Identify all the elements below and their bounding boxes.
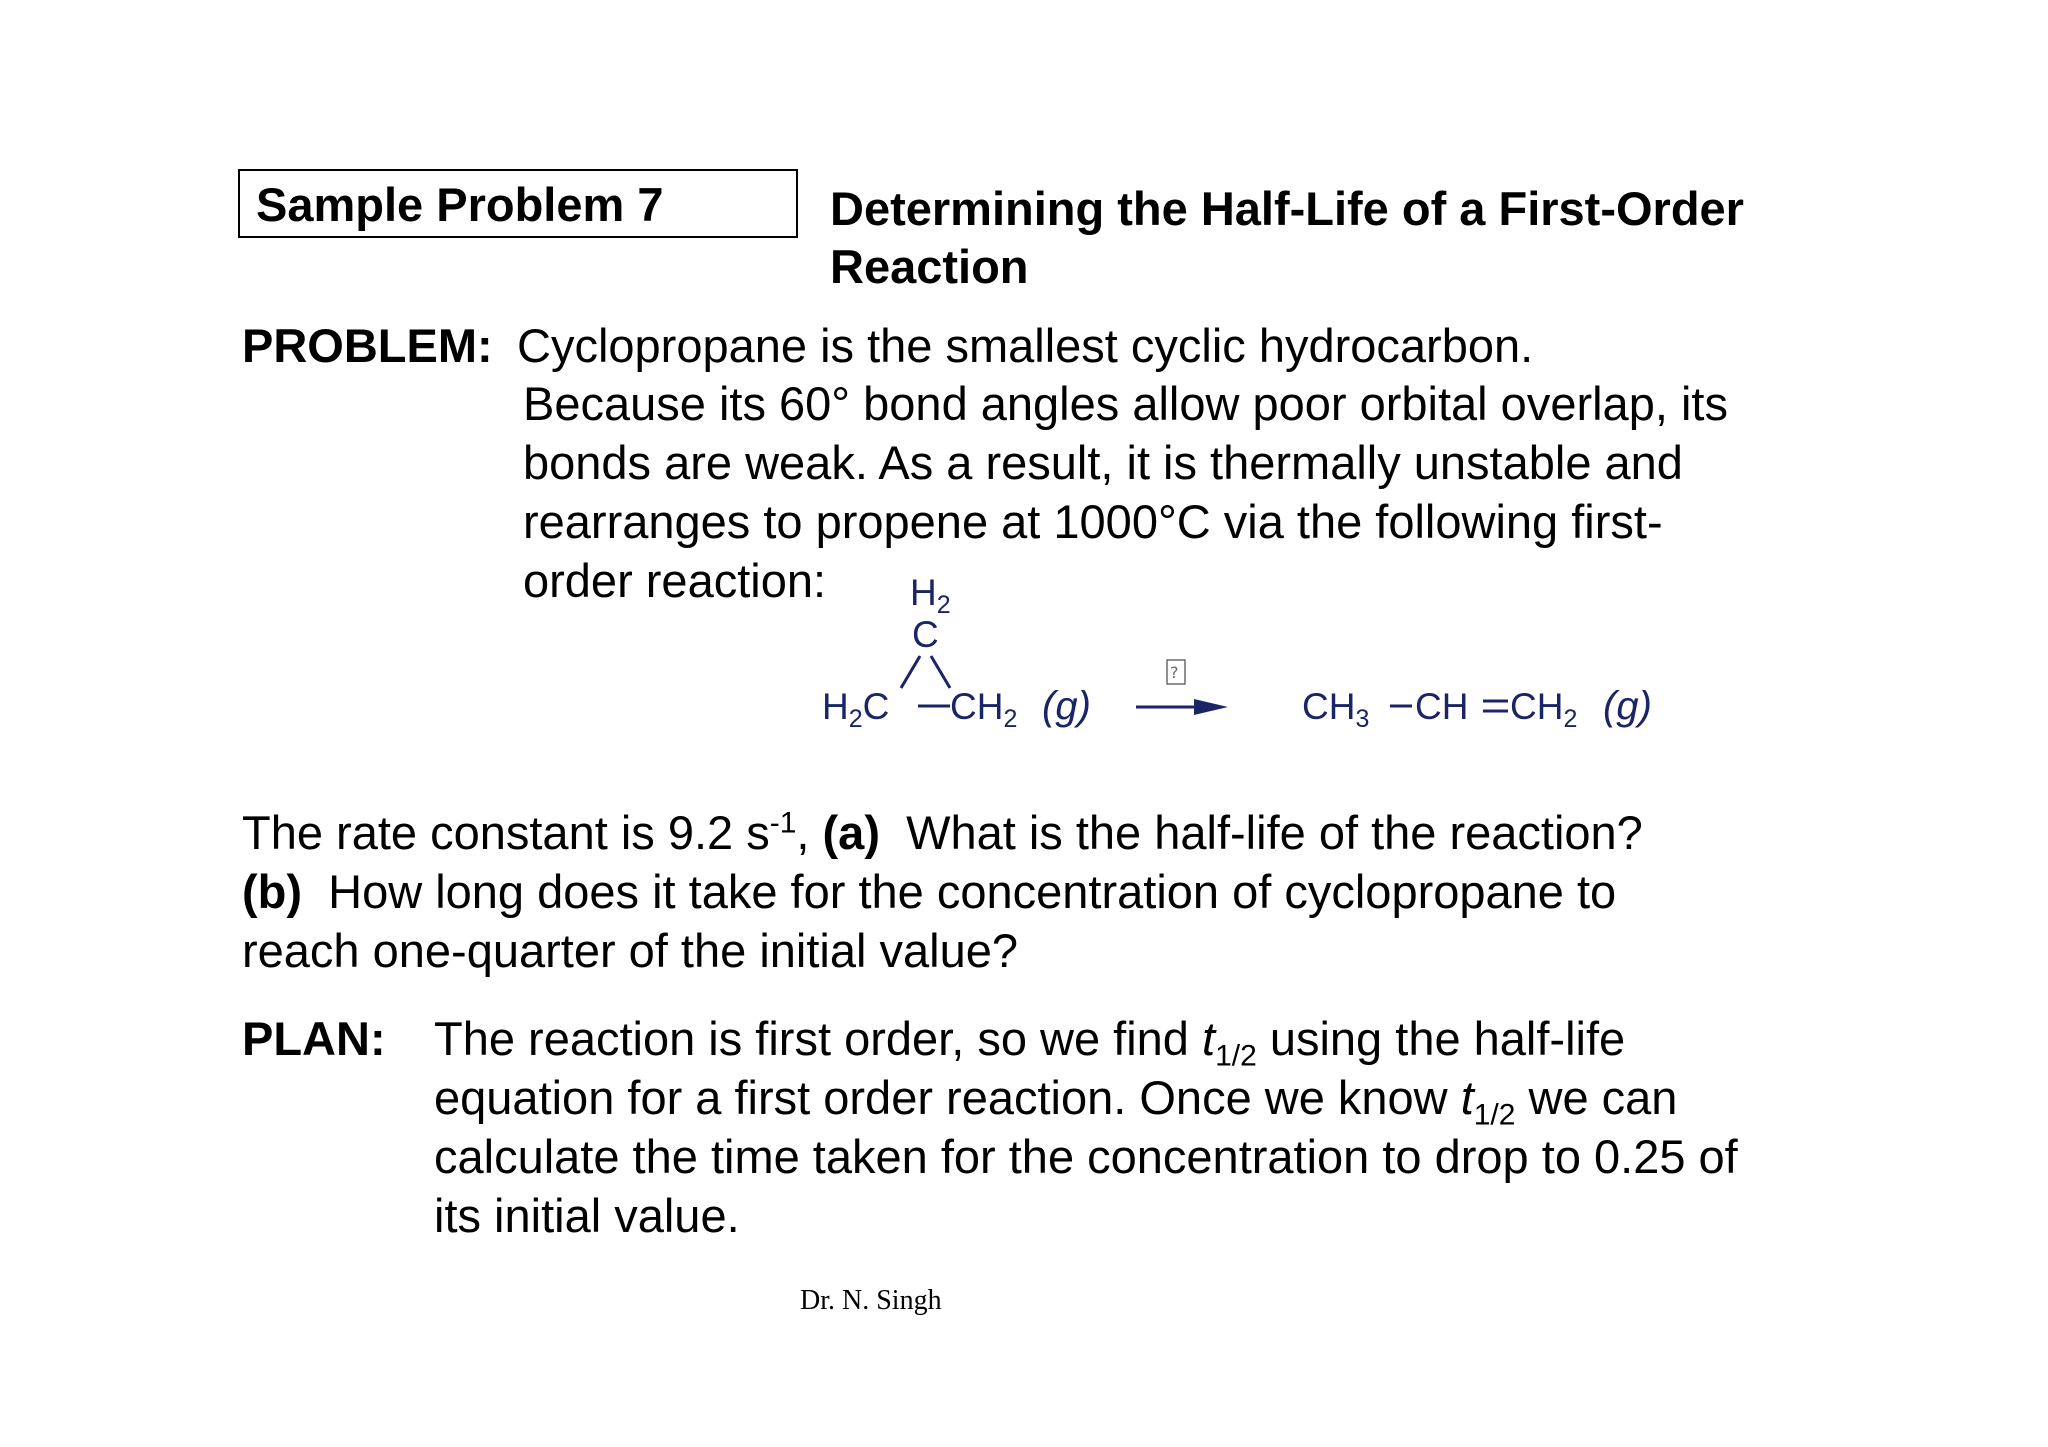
plan-line-2-pre: equation for a first order reaction. Once we know	[434, 1071, 1461, 1124]
part-a-text: What is the half-life of the reaction?	[879, 806, 1643, 859]
rate-constant-exponent: -1	[769, 806, 797, 840]
title-line-1: Determining the Half-Life of a First-Order	[830, 182, 1744, 235]
problem-line-5: order reaction:	[523, 554, 827, 607]
problem-line-2: Because its 60° bond angles allow poor orbital overlap, its	[523, 377, 1728, 430]
question-line-2	[242, 862, 1616, 921]
title-line-2: Reaction	[830, 240, 1029, 293]
plan-line-4: its initial value.	[434, 1189, 740, 1242]
right-ch2-label: $CH_2$	[950, 686, 1018, 733]
plan-line-1-pre: The reaction is first order, so we find	[434, 1012, 1202, 1065]
product-phase: (g)	[1603, 684, 1652, 728]
reaction-diagram	[800, 560, 1700, 740]
top-h-label: $H_2$	[910, 572, 951, 619]
rate-constant-text: The rate constant is 9.2 s	[242, 806, 770, 859]
question-line-1	[242, 803, 1643, 862]
plan-line-3: calculate the time taken for the concentration to drop to 0.25 of	[434, 1130, 1738, 1183]
half-life-symbol-2: t	[1460, 1071, 1474, 1124]
ring-bond-right	[931, 656, 950, 688]
half-life-symbol: t	[1202, 1012, 1216, 1065]
top-c-label: C	[912, 614, 939, 655]
product-ch-label: CH	[1415, 686, 1469, 727]
problem-line-1: Cyclopropane is the smallest cyclic hydrocarbon.	[517, 319, 1534, 372]
sample-problem-label: Sample Problem 7	[256, 178, 664, 231]
part-b-label: (b)	[242, 865, 303, 918]
half-life-subscript: 1/2	[1215, 1039, 1257, 1073]
part-a-label: (a)	[822, 806, 880, 859]
problem-label: PROBLEM:	[242, 319, 493, 372]
left-h2c-label: $H_2C$	[822, 686, 890, 733]
comma: ,	[796, 806, 823, 859]
plan-line-2	[434, 1068, 1678, 1132]
half-life-subscript-2: 1/2	[1473, 1098, 1516, 1132]
product-ch3-label: $CH_3$	[1302, 686, 1370, 733]
ring-bond-left	[901, 656, 920, 688]
question-line-3: reach one-quarter of the initial value?	[242, 924, 1018, 977]
problem-line-3: bonds are weak. As a result, it is thermally unstable and	[523, 436, 1683, 489]
plan-label: PLAN:	[242, 1012, 386, 1065]
missing-glyph-icon: ?	[1170, 663, 1179, 682]
plan-line-1-post: using the half-life	[1256, 1012, 1626, 1065]
part-b-text: How long does it take for the concentration of cyclopropane to	[302, 865, 1617, 918]
product-ch2-label: $CH_2$	[1510, 686, 1578, 733]
reactant-phase: (g)	[1042, 684, 1091, 728]
problem-line-4: rearranges to propene at 1000°C via the following first-	[523, 495, 1663, 548]
plan-line-1	[434, 1009, 1626, 1073]
footer-author: Dr. N. Singh	[800, 1285, 942, 1316]
plan-line-2-post: we can	[1515, 1071, 1678, 1124]
page-title	[830, 180, 1744, 296]
reaction-arrow-head	[1194, 699, 1228, 715]
